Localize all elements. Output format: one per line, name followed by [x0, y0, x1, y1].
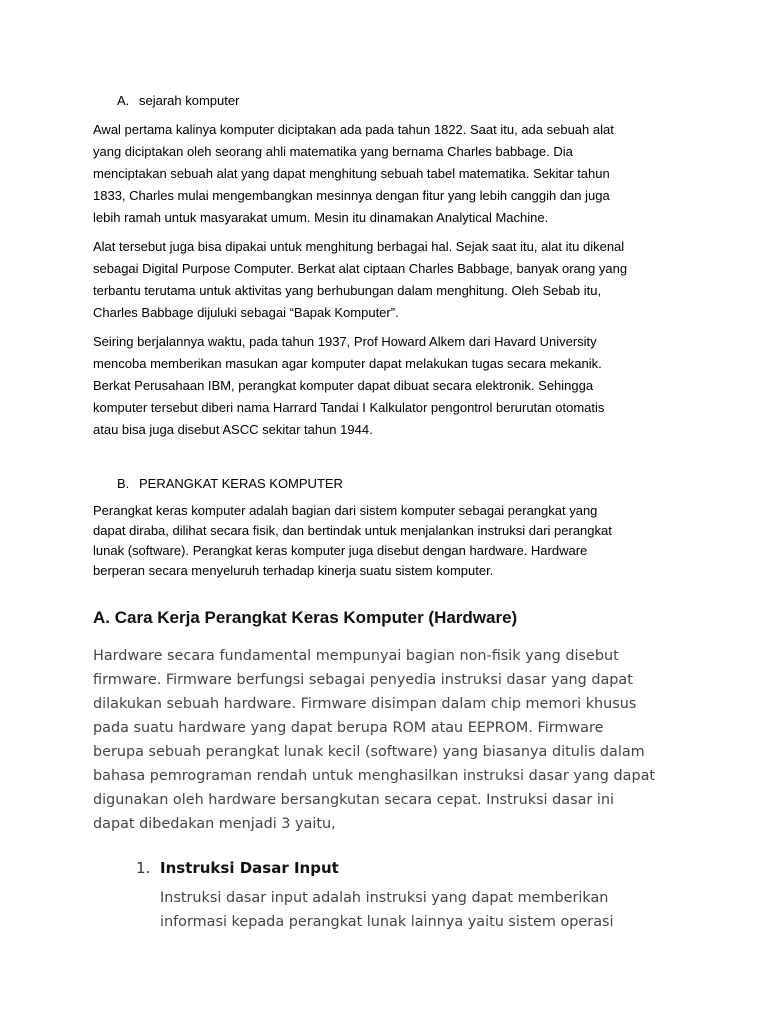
text-line: Alat tersebut juga bisa dipakai untuk menghitung berbagai hal. Sejak saat itu, alat itu dikenal [93, 239, 625, 254]
hardware-working-heading: A. Cara Kerja Perangkat Keras Komputer (Hardware) [93, 608, 518, 627]
section-a-paragraph-1 [93, 119, 693, 229]
section-a-paragraph-2 [93, 236, 693, 324]
text-line: firmware. Firmware berfungsi sebagai penyedia instruksi dasar yang dapat [93, 672, 633, 688]
list-item-1-number: 1. [136, 859, 151, 877]
text-line: lunak (software). Perangkat keras komputer juga disebut dengan hardware. Hardware [93, 543, 588, 558]
text-line: Seiring berjalannya waktu, pada tahun 1937, Prof Howard Alkem dari Havard University [93, 334, 597, 349]
section-a-marker: A. [117, 93, 130, 108]
list-item-1-text [160, 862, 720, 934]
text-line: pada suatu hardware yang dapat berupa ROM atau EEPROM. Firmware [93, 720, 604, 736]
section-b-title: PERANGKAT KERAS KOMPUTER [139, 476, 343, 491]
text-line: mencoba memberikan masukan agar komputer dapat melakukan tugas secara mekanik. [93, 356, 602, 371]
text-line: Hardware secara fundamental mempunyai bagian non-fisik yang disebut [93, 648, 619, 664]
text-line: Charles Babbage dijuluki sebagai “Bapak Komputer”. [93, 305, 399, 320]
text-line: lebih ramah untuk masyarakat umum. Mesin itu dinamakan Analytical Machine. [93, 210, 549, 225]
text-line: informasi kepada perangkat lunak lainnya yaitu sistem operasi [160, 914, 614, 930]
text-line: berupa sebuah perangkat lunak kecil (software) yang biasanya ditulis dalam [93, 744, 645, 760]
section-a-paragraph-3 [93, 331, 693, 441]
list-item-1-title: Instruksi Dasar Input [160, 859, 339, 877]
section-b-paragraph [93, 501, 693, 581]
section-b-marker: B. [117, 476, 130, 491]
text-line: dapat dibedakan menjadi 3 yaitu, [93, 816, 336, 832]
text-line: menciptakan sebuah alat yang dapat menghitung sebuah tabel matematika. Sekitar tahun [93, 166, 610, 181]
text-line: dapat diraba, dilihat secara fisik, dan bertindak untuk menjalankan instruksi dari perangkat [93, 523, 612, 538]
text-line: dilakukan sebuah hardware. Firmware disimpan dalam chip memori khusus [93, 696, 637, 712]
text-line: Perangkat keras komputer adalah bagian dari sistem komputer sebagai perangkat yang [93, 503, 598, 518]
text-line: yang diciptakan oleh seorang ahli matematika yang bernama Charles babbage. Dia [93, 144, 573, 159]
text-line: berperan secara menyeluruh terhadap kinerja suatu sistem komputer. [93, 563, 494, 578]
text-line: terbantu terutama untuk aktivitas yang berhubungan dalam menghitung. Oleh Sebab itu, [93, 283, 602, 298]
text-line: bahasa pemrograman rendah untuk menghasilkan instruksi dasar yang dapat [93, 768, 656, 784]
text-line: Awal pertama kalinya komputer diciptakan ada pada tahun 1822. Saat itu, ada sebuah alat [93, 122, 614, 137]
text-line: sebagai Digital Purpose Computer. Berkat alat ciptaan Charles Babbage, banyak orang yang [93, 261, 628, 276]
text-line: Instruksi dasar input adalah instruksi yang dapat memberikan [160, 890, 609, 906]
text-line: digunakan oleh hardware bersangkutan secara cepat. Instruksi dasar ini [93, 792, 614, 808]
text-line: 1833, Charles mulai mengembangkan mesinnya dengan fitur yang lebih canggih dan juga [93, 188, 610, 203]
section-b-heading [117, 476, 343, 492]
section-a-heading [117, 93, 239, 109]
hardware-working-paragraph [93, 644, 713, 836]
text-line: Berkat Perusahaan IBM, perangkat komputer dapat dibuat secara elektronik. Sehingga [93, 378, 594, 393]
section-a-title: sejarah komputer [139, 93, 240, 108]
text-line: atau bisa juga disebut ASCC sekitar tahun 1944. [93, 422, 373, 437]
text-line: komputer tersebut diberi nama Harrard Tandai I Kalkulator pengontrol berurutan otomatis [93, 400, 605, 415]
